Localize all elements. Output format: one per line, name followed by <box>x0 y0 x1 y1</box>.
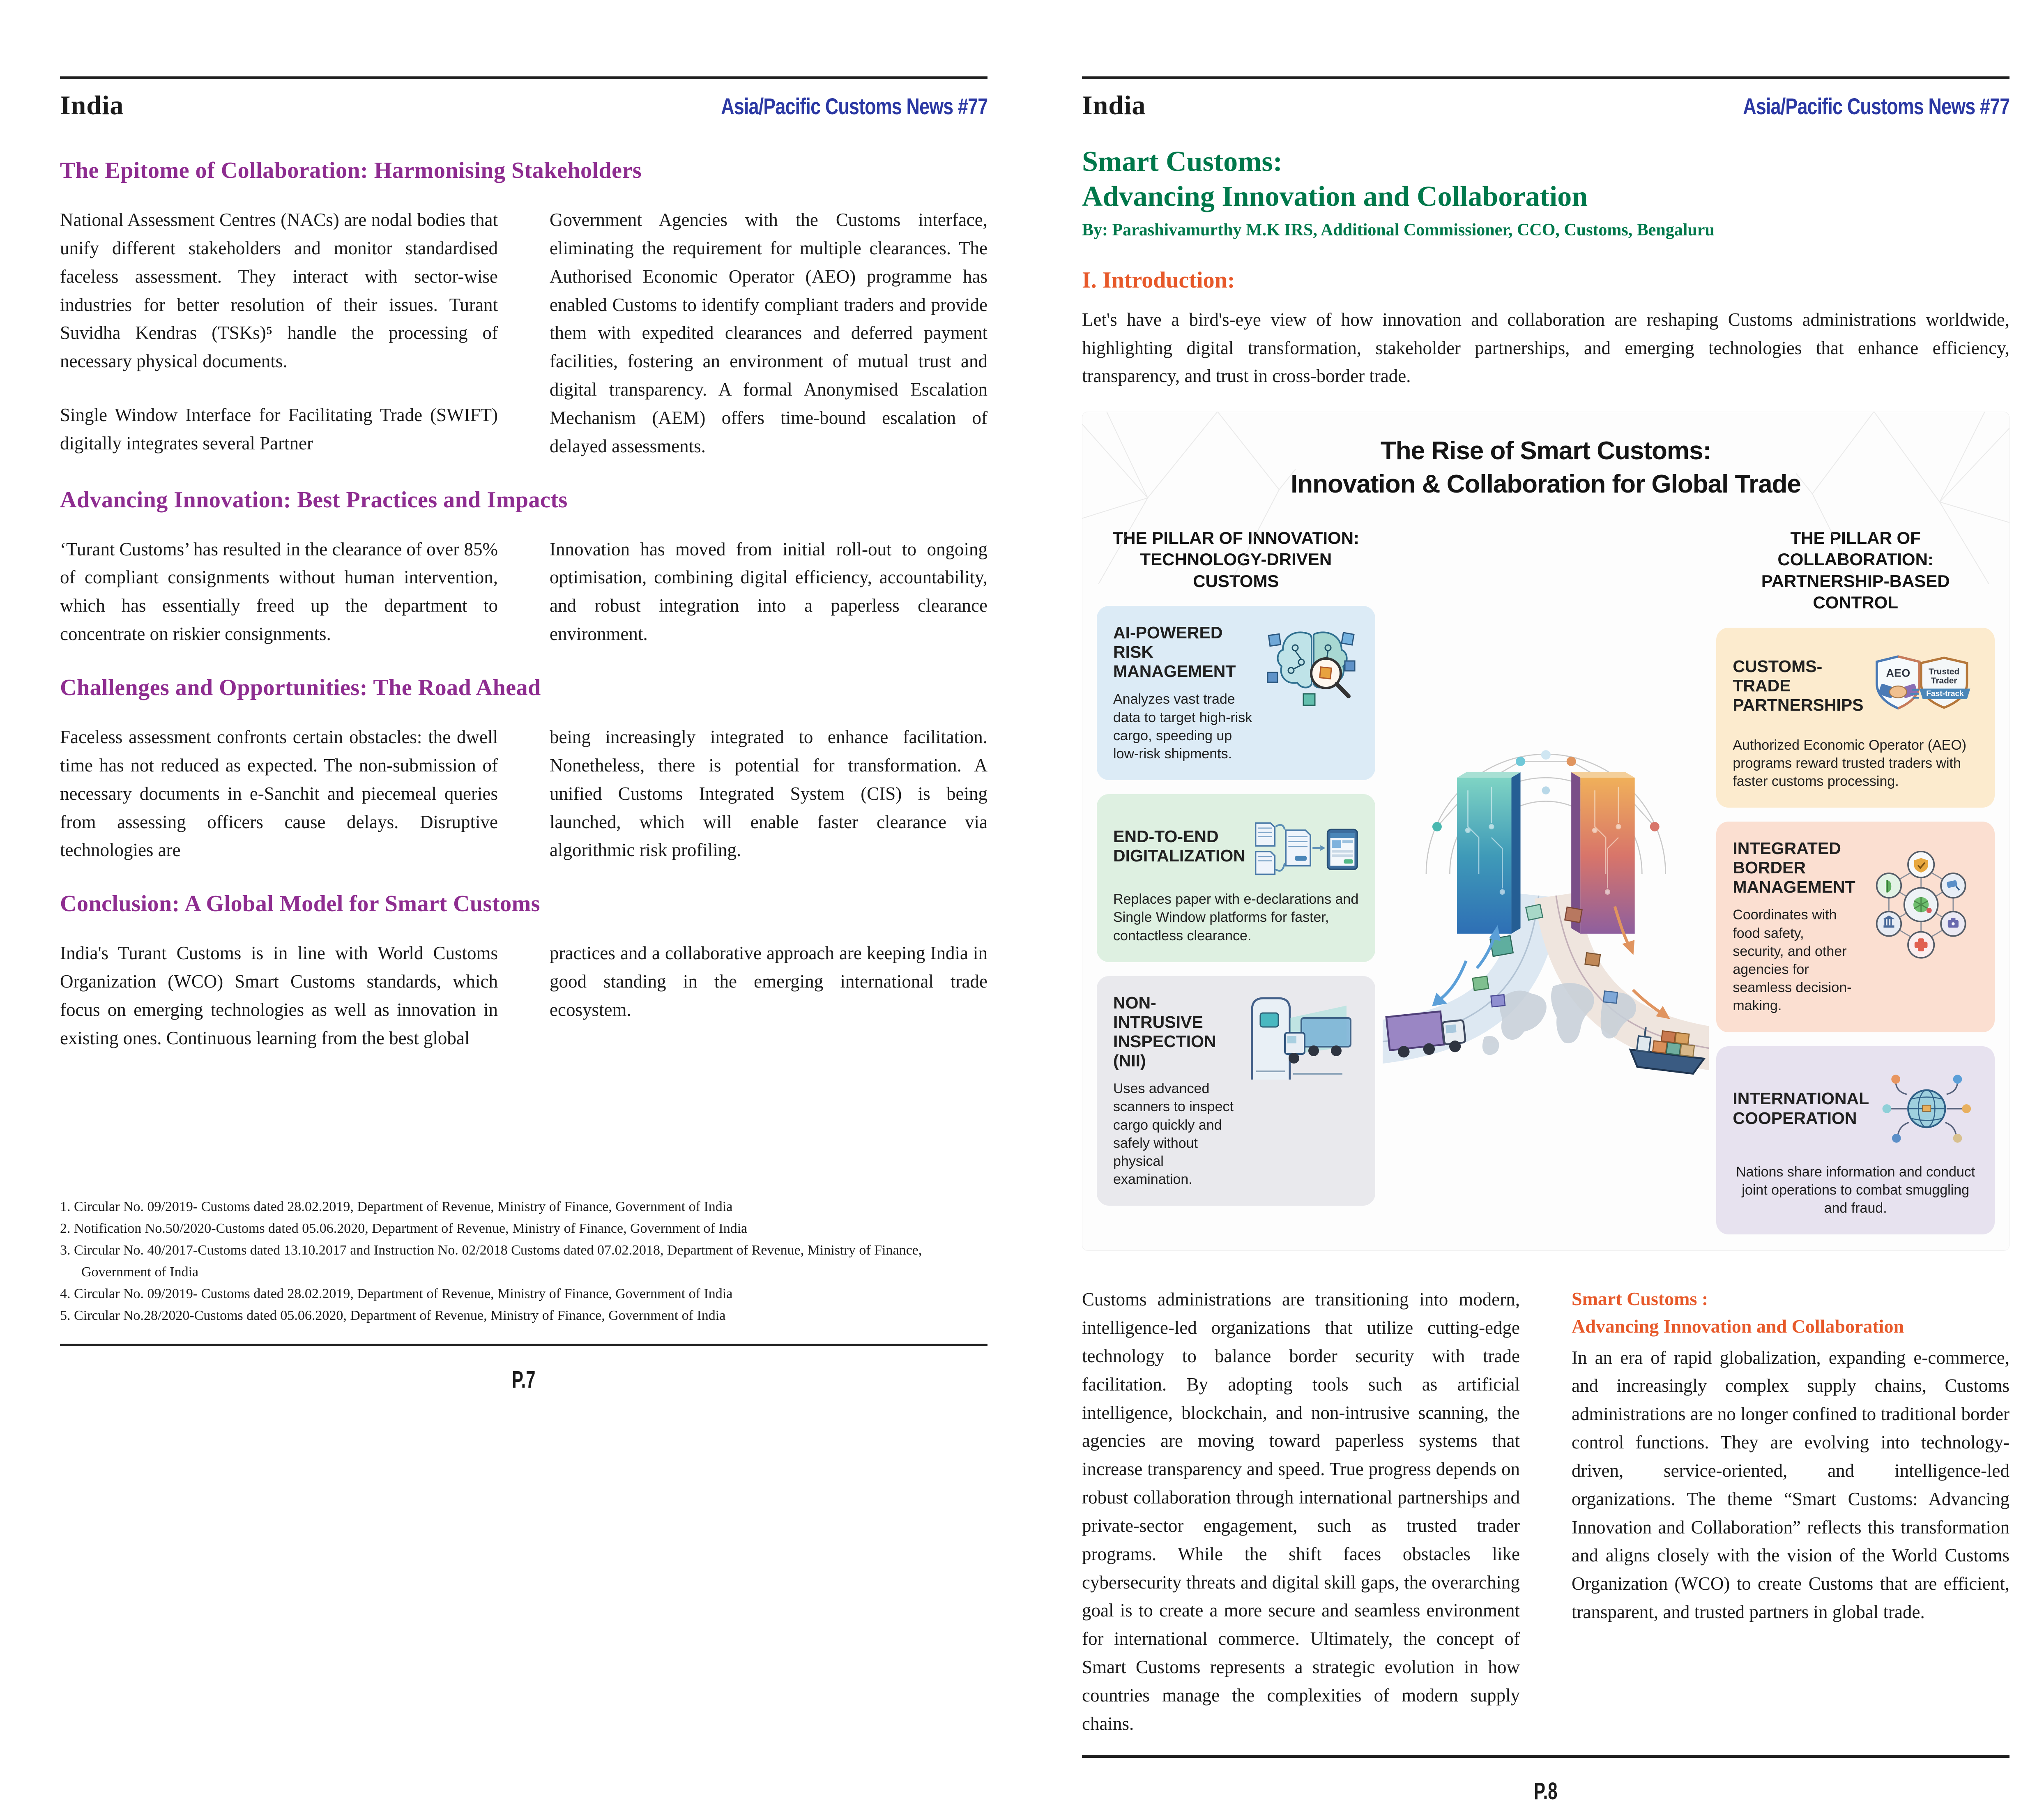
page-number: P.7 <box>512 1366 536 1393</box>
ai-brain-icon <box>1264 623 1359 709</box>
paragraph: practices and a collaborative approach are keeping India in good standing in the emerging international trade ecosystem. <box>550 943 987 1020</box>
intro-heading: I. Introduction: <box>1082 267 1235 293</box>
page-number: P.8 <box>1534 1777 1558 1805</box>
agency-network-icon <box>1864 839 1978 974</box>
paragraph: Customs administrations are transitioning into modern, intelligence-led organizations that utilize cutting-edge technology to balance border security with trade facilitation. By adopting tools such as artificial intelligence, blockchain, and non-intrusive scanning, the agencies are moving toward paperless systems that increase transparency and speed. True progress depends on robust collaboration through international partnerships and private-sector engagement, such as trusted trader programs. While the shift faces obstacles like cybersecurity threats and digital skill gaps, the overarching goal is to create a more secure and seamless environment for international commerce. Ultimately, the concept of Smart Customs represents a strategic evolution in how countries manage the complexities of modern supply chains. <box>1082 1289 1520 1734</box>
article-body-columns <box>1082 1285 2009 1738</box>
geometric-deco-icon <box>1796 412 2009 584</box>
byline: By: Parashivamurthy M.K IRS, Additional Commissioner, CCO, Customs, Bengaluru <box>1082 220 1715 239</box>
card-title: INTEGRATED BORDER MANAGEMENT <box>1733 839 1855 897</box>
article-title <box>1082 144 2009 214</box>
section-heading-collaboration: The Epitome of Collaboration: Harmonising Stakeholders <box>60 158 642 183</box>
page-content <box>1082 121 2009 1738</box>
card-header <box>1113 811 1359 881</box>
collaboration-pillar-heading: THE PILLAR OF COLLABORATION: PARTNERSHIP-BASED CONTROL <box>1761 528 1950 612</box>
section-innovation-columns <box>60 517 987 648</box>
aeo-trusted-trader-badges-icon <box>1870 645 1978 727</box>
card-body: Replaces paper with e-declarations and Single Window platforms for faster, contactless clearance. <box>1113 891 1359 944</box>
page-content <box>60 121 987 1326</box>
page-header <box>60 90 987 121</box>
global-network-icon <box>1875 1064 1978 1154</box>
article-title-line2: Advancing Innovation and Collaboration <box>1082 181 1588 213</box>
card-title: CUSTOMS-TRADE PARTNERSHIPS <box>1733 656 1864 715</box>
infographic-grid <box>1097 527 1995 1235</box>
infographic-illustration <box>1383 527 1709 1235</box>
infographic-title-line2: Innovation & Collaboration for Global Trade <box>1291 470 1801 498</box>
geometric-deco-icon <box>1082 412 1296 584</box>
card-body: Coordinates with food safety, security, and other agencies for seamless decision-making. <box>1733 907 1852 1014</box>
card-body: Authorized Economic Operator (AEO) programs reward trusted traders with faster customs processing. <box>1733 737 1967 789</box>
header-country: India <box>1082 90 1146 120</box>
page-8 <box>1022 0 2044 1805</box>
card-text <box>1113 993 1236 1189</box>
card-customs-trade-partnerships <box>1716 628 1995 808</box>
header-brand: Asia/Pacific Customs News #77 <box>1742 93 2009 119</box>
card-title: INTERNATIONAL COOPERATION <box>1733 1089 1869 1128</box>
text-column <box>60 188 498 460</box>
top-rule <box>1082 76 2009 79</box>
card-title: END-TO-END DIGITALIZATION <box>1113 827 1245 866</box>
trusted-trader-badge-line2: Trader <box>1931 676 1957 686</box>
section-heading-conclusion: Conclusion: A Global Model for Smart Customs <box>60 891 541 917</box>
header-brand: Asia/Pacific Customs News #77 <box>720 93 987 119</box>
footnote: 3. Circular No. 40/2017-Customs dated 13.10.2017 and Instruction No. 02/2018 Customs dated 07.02.2018, Department of Revenue, Ministry of Finance, Government of India <box>60 1242 922 1280</box>
text-column <box>60 921 498 1052</box>
section-heading-challenges: Challenges and Opportunities: The Road Ahead <box>60 675 541 700</box>
page-7 <box>0 0 1022 1443</box>
article-title-line1: Smart Customs: <box>1082 146 1283 177</box>
section-conclusion-columns <box>60 921 987 1052</box>
paperless-workflow-icon <box>1252 811 1359 881</box>
smart-customs-infographic <box>1082 412 2009 1251</box>
bridge-illustration-icon <box>1383 527 1709 1235</box>
aeo-badge-label: AEO <box>1885 666 1910 679</box>
innovation-pillar-column <box>1097 527 1375 1235</box>
paragraph: ‘Turant Customs’ has resulted in the clearance of over 85% of compliant consignments without human intervention, which has essentially freed up the department to concentrate on riskier consignments. <box>60 539 498 645</box>
bottom-rule <box>1082 1755 2009 1758</box>
intro-paragraph: Let's have a bird's-eye view of how innovation and collaboration are reshaping Customs administrations worldwide, highlighting digital transformation, stakeholder partnerships, and emerging technologies that enhance efficiency, transparency, and trust in cross-border trade. <box>1082 309 2009 387</box>
top-rule <box>60 76 987 79</box>
card-title: NON-INTRUSIVE INSPECTION (NII) <box>1113 993 1216 1071</box>
column-heading-line1: Smart Customs : <box>1572 1288 1708 1310</box>
paragraph: Government Agencies with the Customs interface, eliminating the requirement for multiple clearances. The Authorised Economic Operator (AEO) programme has enabled Customs to identify compliant traders and provide them with expedited clearances and deferred payment facilities, fostering an environment of mutual trust and digital transparency. A formal Anonymised Escalation Mechanism (AEM) offers time-bound escalation of delayed assessments. <box>550 210 987 456</box>
text-column <box>550 705 987 864</box>
text-column <box>60 705 498 864</box>
paragraph: Faceless assessment confronts certain obstacles: the dwell time has not reduced as expected. The non-submission of necessary documents in e-Sanchit and piecemeal queries from assessing officers cause delays. Disruptive technologies are <box>60 726 498 861</box>
bottom-rule <box>60 1344 987 1346</box>
cargo-scanner-icon <box>1244 993 1359 1084</box>
card-text <box>1733 839 1855 1015</box>
footnote: 5. Circular No.28/2020-Customs dated 05.06.2020, Department of Revenue, Ministry of Finance, Government of India <box>60 1308 726 1323</box>
fast-track-ribbon-label: Fast-track <box>1926 689 1964 698</box>
card-header <box>1733 1064 1978 1154</box>
footnote: 4. Circular No. 09/2019- Customs dated 28.02.2019, Department of Revenue, Ministry of Finance, Government of India <box>60 1286 733 1301</box>
infographic-title-line1: The Rise of Smart Customs: <box>1380 437 1711 465</box>
section-collaboration-columns <box>60 188 987 460</box>
text-column <box>1082 1285 1520 1738</box>
footnote: 1. Circular No. 09/2019- Customs dated 28.02.2019, Department of Revenue, Ministry of Finance, Government of India <box>60 1199 733 1214</box>
paragraph: In an era of rapid globalization, expanding e-commerce, and increasingly complex supply chains, Customs administrations are no longer confined to traditional border control functions. They are evolving into technology-driven, service-oriented, and intelligence-led organizations. The theme “Smart Customs: Advancing Innovation and Collaboration” reflects this transformation and aligns closely with the vision of the World Customs Organization (WCO) to create Customs that are efficient, transparent, and trusted partners in global trade. <box>1572 1347 2009 1623</box>
paragraph: India's Turant Customs is in line with World Customs Organization (WCO) Smart Customs standards, which focus on emerging technologies as well as innovation in existing ones. Continuous learning from the best global <box>60 943 498 1048</box>
text-column <box>60 517 498 648</box>
text-column <box>550 188 987 460</box>
paragraph: National Assessment Centres (NACs) are nodal bodies that unify different stakeholders and monitor standardised faceless assessment. They interact with sector-wise industries for better resolution of their issues. Turant Suvidha Kendras (TSKs)⁵ handle the processing of necessary physical documents. <box>60 210 498 372</box>
text-column <box>1572 1285 2009 1738</box>
card-header <box>1733 645 1978 727</box>
text-column <box>550 921 987 1052</box>
paragraph: Innovation has moved from initial roll-out to ongoing optimisation, combining digital efficiency, accountability, and robust integration into a paperless clearance environment. <box>550 539 987 645</box>
page-header <box>1082 90 2009 121</box>
card-international-cooperation <box>1716 1046 1995 1235</box>
paragraph: being increasingly integrated to enhance facilitation. Nonetheless, there is potential for transformation. A unified Customs Integrated System (CIS) is being launched, which will enable faster clearance via algorithmic risk profiling. <box>550 726 987 861</box>
innovation-pillar-heading: THE PILLAR OF INNOVATION: TECHNOLOGY-DRIVEN CUSTOMS <box>1112 528 1360 591</box>
paragraph: Single Window Interface for Facilitating Trade (SWIFT) digitally integrates several Partner <box>60 405 498 454</box>
card-ai-risk-management <box>1097 606 1375 780</box>
section-heading-innovation: Advancing Innovation: Best Practices and Impacts <box>60 487 568 513</box>
collaboration-pillar-column <box>1716 527 1995 1235</box>
text-column <box>550 517 987 648</box>
card-body: Uses advanced scanners to inspect cargo quickly and safely without physical examination. <box>1113 1081 1234 1188</box>
card-text <box>1113 623 1256 763</box>
section-challenges-columns <box>60 705 987 864</box>
header-country: India <box>60 90 124 120</box>
card-integrated-border-management <box>1716 822 1995 1032</box>
footnote: 2. Notification No.50/2020-Customs dated 05.06.2020, Department of Revenue, Ministry of Finance, Government of India <box>60 1220 748 1236</box>
card-body: Nations share information and conduct joint operations to combat smuggling and fraud. <box>1736 1164 1975 1216</box>
card-title: AI-POWERED RISK MANAGEMENT <box>1113 623 1236 681</box>
card-digitalization <box>1097 794 1375 962</box>
trusted-trader-badge-line1: Trusted <box>1928 666 1959 676</box>
card-non-intrusive-inspection <box>1097 976 1375 1206</box>
card-body: Analyzes vast trade data to target high-risk cargo, speeding up low-risk shipments. <box>1113 691 1252 762</box>
footnotes <box>60 1196 987 1326</box>
column-heading-line2: Advancing Innovation and Collaboration <box>1572 1315 1904 1337</box>
